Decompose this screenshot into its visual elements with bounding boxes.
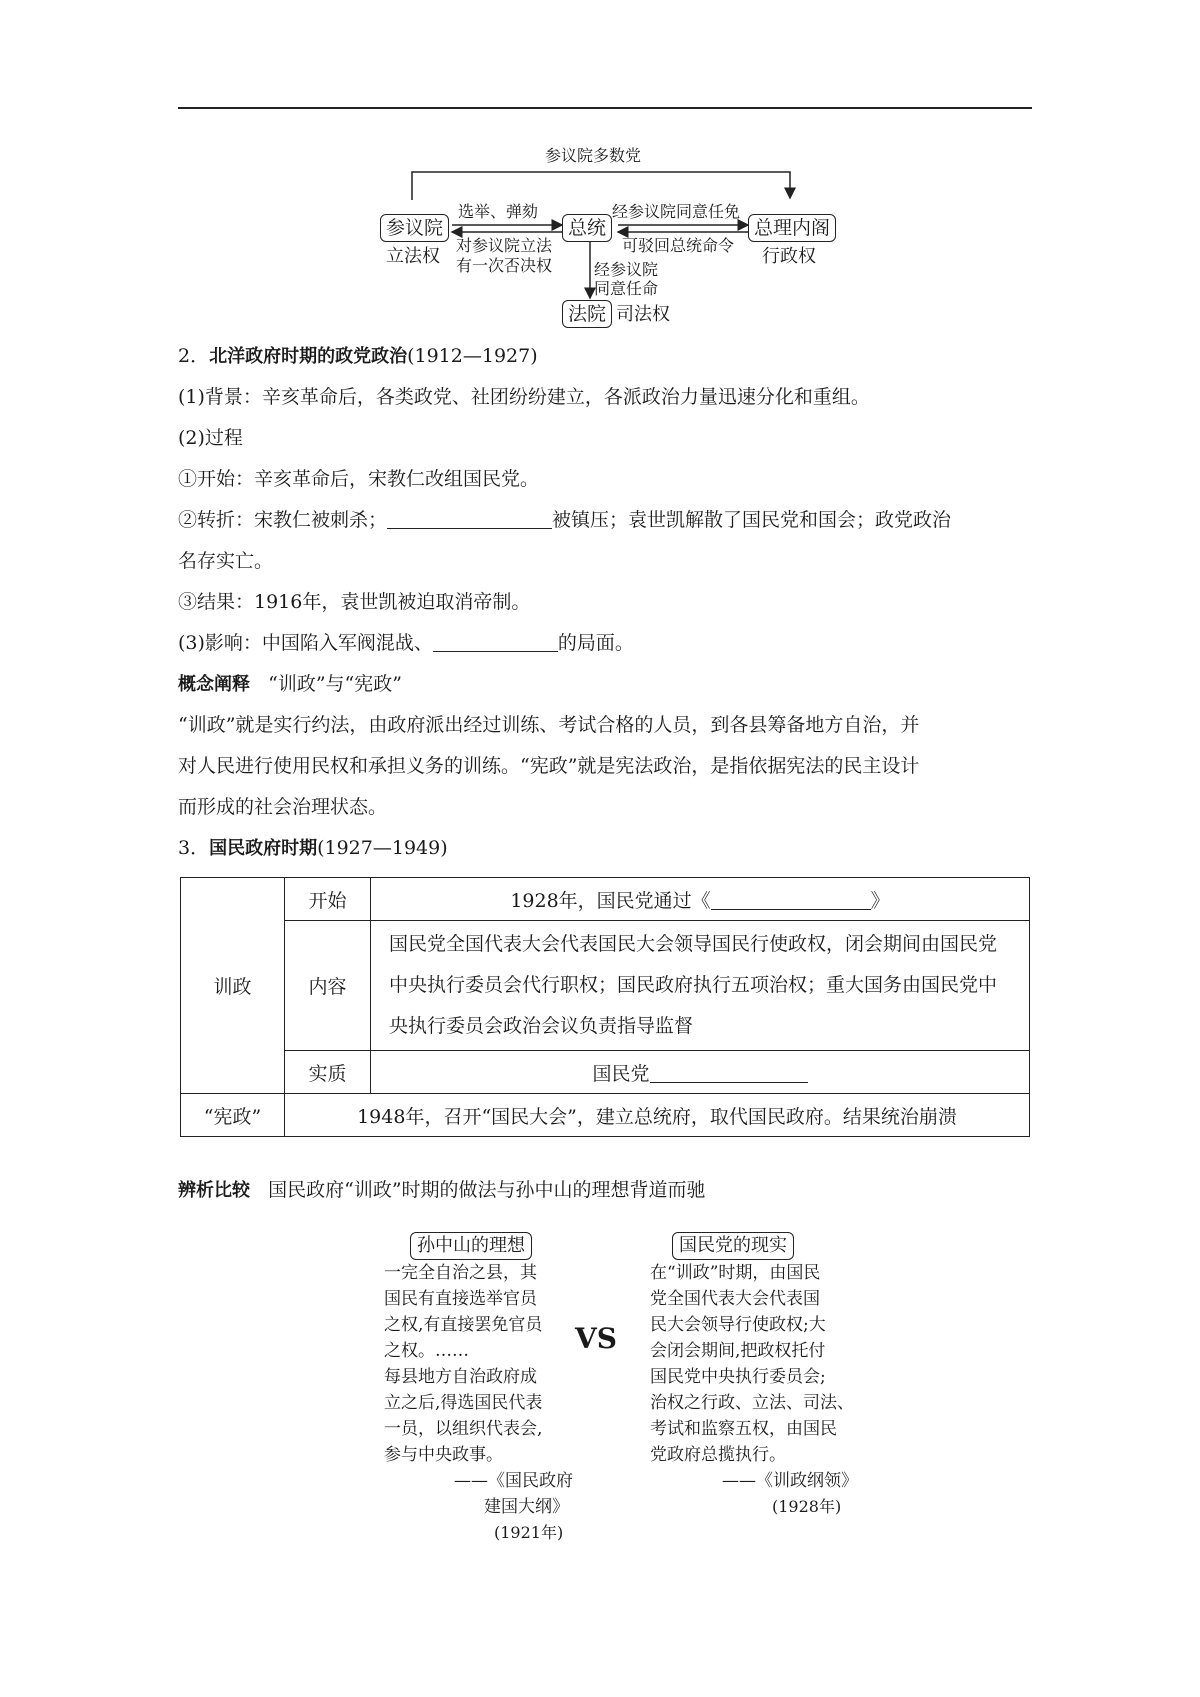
essence-text: 国民党	[592, 1062, 650, 1085]
cell-start-label: 开始	[285, 878, 371, 921]
section2-result: ③结果：1916年，袁世凯被迫取消帝制。	[178, 591, 531, 613]
turn-text-b: 被镇压；袁世凯解散了国民党和国会；政党政治	[552, 509, 952, 531]
sun-source-1: ——《国民政府	[454, 1471, 573, 1491]
concept-heading	[178, 664, 1032, 705]
quote-line: 之权。……	[384, 1341, 469, 1361]
separation-of-powers-diagram	[340, 140, 860, 330]
section3-heading	[178, 828, 1032, 869]
section2-title: 北洋政府时期的政党政治	[209, 346, 408, 367]
label-appoint: 经参议院同意任免	[612, 202, 741, 221]
quote-line: 民大会领导行使政权;大	[650, 1315, 826, 1335]
box-senate: 参议院	[380, 214, 449, 242]
section2-years: (1912—1927)	[407, 345, 538, 367]
answer-blank-2[interactable]	[433, 629, 558, 652]
cell-xianzheng-value: 1948年，召开“国民大会”，建立总统府，取代国民政府。结果统治崩溃	[285, 1094, 1030, 1137]
label-legislative: 立法权	[386, 246, 440, 267]
impact-text-a: (3)影响：中国陷入军阀混战、	[178, 632, 433, 654]
quote-line: 会闭会期间,把政权托付	[650, 1341, 826, 1361]
quote-line: 在“训政”时期，由国民	[650, 1263, 821, 1283]
label-elect-impeach: 选举、弹劾	[458, 202, 539, 221]
concept-line-1: “训政”就是实行约法，由政府派出经过训练、考试合格的人员，到各县筹备地方自治，并	[178, 714, 920, 736]
label-court-2: 同意任命	[594, 279, 659, 298]
quote-line: 考试和监察五权，由国民	[650, 1419, 837, 1439]
table-row	[181, 1051, 1030, 1094]
quote-line: 一完全自治之县，其	[384, 1263, 537, 1283]
section2-start: ①开始：辛亥革命后，宋教仁改组国民党。	[178, 468, 540, 490]
section2-num: 2．	[178, 345, 210, 367]
section2-process: (2)过程	[178, 427, 243, 449]
label-veto-2: 有一次否决权	[456, 256, 553, 275]
quote-line: 治权之行政、立法、司法、	[650, 1393, 854, 1413]
kmt-source-1: ——《训政纲领》	[722, 1471, 858, 1491]
table-row	[181, 1094, 1030, 1137]
section2-heading	[178, 336, 1032, 377]
top-rule	[178, 107, 1032, 109]
cell-content-label: 内容	[285, 921, 371, 1051]
sun-source-2: 建国大纲》	[484, 1497, 569, 1517]
cell-essence-value	[371, 1051, 1030, 1094]
table-row	[181, 921, 1030, 1051]
vs-label: VS	[575, 1322, 617, 1355]
quote-line: 党全国代表大会代表国	[650, 1289, 820, 1309]
quote-line: 党政府总揽执行。	[650, 1445, 786, 1465]
concept-line-2: 对人民进行使用民权和承担义务的训练。“宪政”就是宪法政治，是指依据宪法的民主设计	[178, 755, 920, 777]
label-majority-party: 参议院多数党	[545, 146, 642, 165]
section2-background: (1)背景：辛亥革命后，各类政党、社团纷纷建立，各派政治力量迅速分化和重组。	[178, 386, 870, 408]
label-court-1: 经参议院	[594, 260, 659, 279]
quote-line: 立之后,得选国民代表	[384, 1393, 543, 1413]
cell-xianzheng: “宪政”	[181, 1094, 285, 1137]
cell-content-value: 国民党全国代表大会代表国民大会领导国民行使政权，闭会期间由国民党中央执行委员会代行职权；国民政府执行五项治权；重大国务由国民党中央执行委员会政治会议负责指导监督	[371, 921, 1030, 1051]
start-text-b: 》	[870, 889, 890, 912]
sun-ideal-column	[384, 1232, 573, 1546]
section2-impact	[178, 623, 1032, 664]
label-veto-1: 对参议院立法	[456, 236, 553, 255]
start-text-a: 1928年，国民党通过《	[510, 889, 711, 912]
quote-line: 国民有直接选举官员	[384, 1289, 537, 1309]
box-president: 总统	[562, 214, 612, 242]
compare-title: 国民政府“训政”时期的做法与孙中山的理想背道而驰	[268, 1179, 706, 1201]
label-reject: 可驳回总统命令	[622, 236, 735, 255]
sun-source-3: (1921年)	[494, 1523, 564, 1542]
section2-turn	[178, 500, 1032, 541]
kmt-reality-text	[650, 1260, 858, 1468]
kmt-reality-title: 国民党的现实	[672, 1232, 794, 1260]
kmt-source-2: (1928年)	[772, 1497, 842, 1516]
quote-line: 国民党中央执行委员会;	[650, 1367, 826, 1387]
box-court: 法院	[562, 300, 612, 328]
label-executive: 行政权	[762, 246, 816, 267]
concept-label: 概念阐释	[178, 674, 250, 695]
table-row	[181, 878, 1030, 921]
section3-num: 3．	[178, 837, 210, 859]
compare-heading	[178, 1170, 1032, 1211]
sun-ideal-text	[384, 1260, 573, 1468]
quote-line: 参与中央政事。	[384, 1445, 503, 1465]
sun-ideal-title: 孙中山的理想	[410, 1232, 532, 1260]
answer-blank-4[interactable]	[650, 1060, 808, 1083]
label-judicial: 司法权	[616, 304, 670, 325]
cell-essence-label: 实质	[285, 1051, 371, 1094]
arrow-majority-party	[412, 172, 790, 200]
nationalist-government-table	[180, 877, 1030, 1137]
quote-line: 之权,有直接罢免官员	[384, 1315, 543, 1335]
kmt-reality-column	[650, 1232, 858, 1520]
answer-blank-1[interactable]	[387, 506, 552, 529]
quote-line: 每县地方自治政府成	[384, 1367, 537, 1387]
impact-text-b: 的局面。	[557, 632, 634, 654]
concept-line-3: 而形成的社会治理状态。	[178, 796, 388, 818]
section3-years: (1927—1949)	[317, 837, 448, 859]
cell-xunzheng: 训政	[181, 878, 285, 1094]
answer-blank-3[interactable]	[711, 887, 871, 910]
concept-title: “训政”与“宪政”	[268, 673, 402, 695]
quote-line: 一员，以组织代表会,	[384, 1419, 543, 1439]
turn-text-a: ②转折：宋教仁被刺杀；	[178, 509, 388, 531]
cell-start-value	[371, 878, 1030, 921]
box-cabinet: 总理内阁	[748, 214, 836, 242]
compare-label: 辨析比较	[178, 1180, 250, 1201]
section3-title: 国民政府时期	[209, 838, 318, 859]
section2-turn-cont: 名存实亡。	[178, 550, 274, 572]
